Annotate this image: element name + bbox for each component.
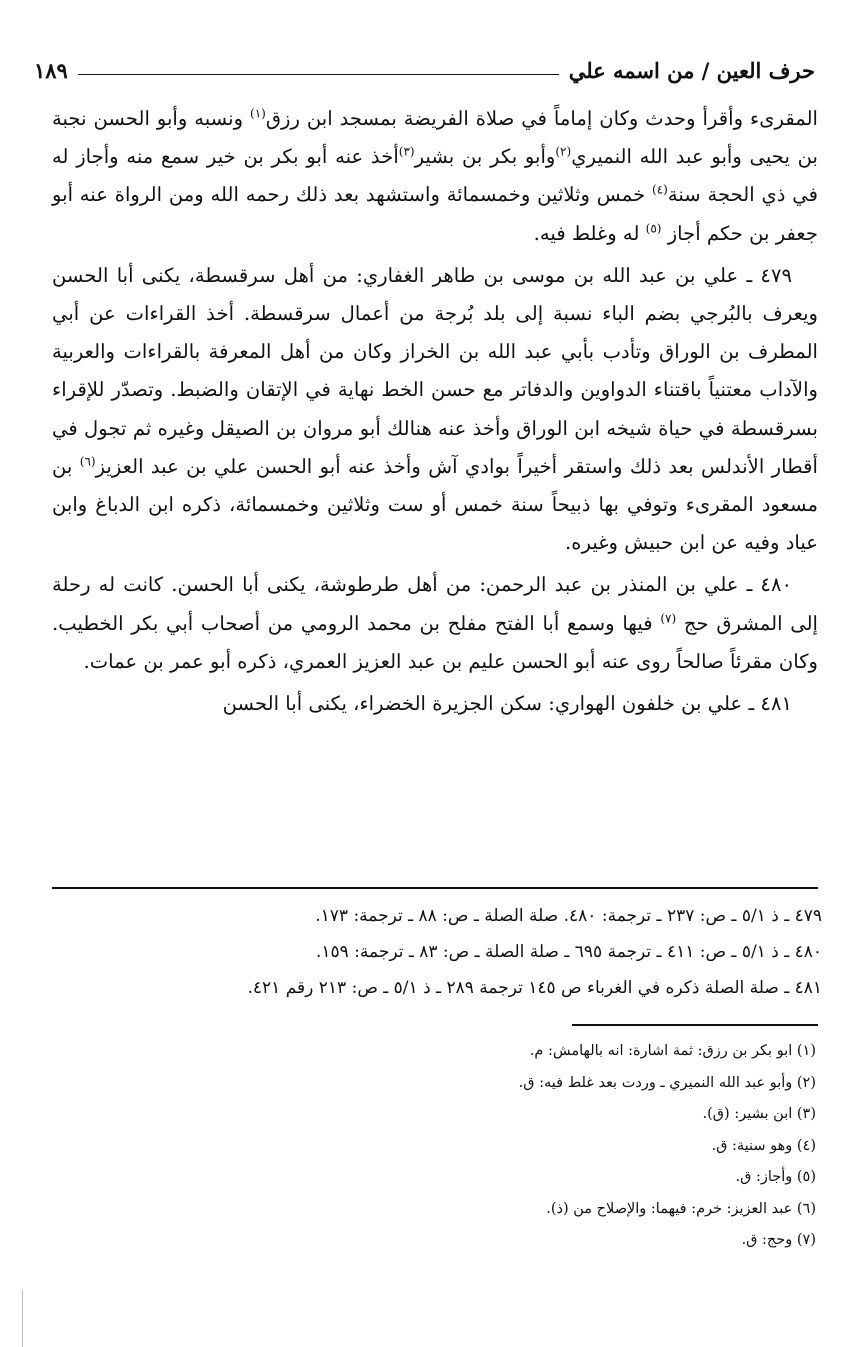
text-run: ٤٨٠ ـ علي بن المنذر بن عبد الرحمن: من أهل طرطوشة، يكنى أبا الحسن. كانت له رحلة إلى المشرق حج: [52, 573, 818, 635]
text-run: له وغلط فيه.: [533, 221, 646, 245]
footnote-ref: (٧): [660, 611, 677, 626]
footnote-2: (٢) وأبو عبد الله النميري ـ وردت بعد غلط فيه: ق.: [518, 1074, 816, 1091]
footnotes: [300, 1036, 816, 1257]
text-run: فيها وسمع أبا الفتح مفلح بن محمد الرومي من أصحاب أبي بكر الخطيب. وكان مقرئاً صالحاً روى عنه أبو الحسن عليم بن عبد العزيز العمري، ذكره أبو عمر بن عمات.: [52, 611, 818, 673]
text-run: خمس وثلاثين وخمسمائة واستشهد بعد ذلك رحمه الله ومن الرواة عنه أبو جعفر بن حكم أجاز: [52, 183, 818, 245]
scan-margin-line: [22, 1290, 23, 1347]
source-ref-481: ٤٨١ ـ صلة الصلة ذكره في الغرباء ص ١٤٥ ترجمة ٢٨٩ ـ ذ ٥/١ ـ ص: ٢١٣ رقم ٤٢١.: [247, 978, 822, 998]
footnote-5: (٥) وأجاز: ق.: [735, 1169, 816, 1185]
source-ref-480: ٤٨٠ ـ ذ ٥/١ ـ ص: ٤١١ ـ ترجمة ٦٩٥ ـ صلة الصلة ـ ص: ٨٣ ـ ترجمة: ١٥٩.: [315, 942, 822, 962]
footnote-ref: (٢): [555, 144, 572, 159]
running-title: حرف العين / من اسمه علي: [568, 57, 815, 83]
footnote-4: (٤) وهو سنية: ق.: [711, 1137, 816, 1154]
source-references: [110, 898, 822, 1006]
text-run: ونسبه وأبو الحسن نجبة بن يحيى وأبو عبد الله النميري: [52, 107, 818, 169]
text-run: بن مسعود المقرىء وتوفي بها ذبيحاً سنة خمس أو ست وثلاثين وخمسمائة، ذكره ابن الدباغ وابن عياد وفيه عن ابن حبيش وغيره.: [52, 454, 818, 555]
text-run: المقرىء وأقرأ وحدث وكان إماماً في صلاة الفريضة بمسجد ابن رزق: [265, 107, 818, 130]
biography-entry: [52, 566, 818, 681]
continuation-paragraph: [52, 100, 818, 253]
footnote-3: (٣) ابن بشير: (ق).: [702, 1106, 816, 1122]
footnotes-divider: [572, 1024, 818, 1026]
text-run: أخذ عنه أبو بكر بن خير سمع منه وأجاز له في ذي الحجة سنة: [52, 145, 818, 207]
biography-entry: [52, 257, 818, 563]
text-run: وأبو بكر بن بشير: [414, 145, 556, 169]
biography-entry: [52, 685, 818, 723]
page-header: [34, 52, 815, 88]
footnote-7: (٧) وحج: ق.: [741, 1232, 816, 1248]
main-text: [52, 100, 818, 727]
footnote-6: (٦) عبد العزيز: خرم: فيهما: والإصلاح من (ذ).: [546, 1200, 816, 1217]
footnote-1: (١) ابو بكر بن رزق: ثمة اشارة: انه بالهامش: م.: [529, 1043, 816, 1059]
sources-divider: [52, 887, 818, 889]
footnote-ref: (٣): [398, 144, 415, 159]
footnote-ref: (١): [250, 106, 266, 121]
text-run: ٤٨١ ـ علي بن خلفون الهواري: سكن الجزيرة الخضراء، يكنى أبا الحسن: [222, 692, 792, 716]
text-run: ٤٧٩ ـ علي بن عبد الله بن موسى بن طاهر الغفاري: من أهل سرقسطة، يكنى أبا الحسن ويعرف بالبُرجي بضم الباء نسبة إلى بلد بُرجة من أعمال سرقسطة. أخذ القراءات عن أبي المطرف بن الوراق وتأدب بأبي عبد الله بن الخراز وكان من أهل المعرفة بالقراءات والعربية والآداب معتنياً باقتناء الدواوين والدفاتر مع حسن الخط نهاية في الإتقان والضبط. وتصدّر للإقراء بسرقسطة في حياة شيخه ابن الوراق وأخذ عنه هنالك أبو مروان بن الصيقل وغيره ثم تجول في أقطار الأندلس بعد ذلك واستقر أخيراً بوادي آش وأخذ عنه أبو الحسن علي بن عبد العزيز: [52, 263, 818, 478]
header-rule: [78, 74, 559, 75]
footnote-ref: (٥): [645, 221, 662, 236]
source-ref-479: ٤٧٩ ـ ذ ٥/١ ـ ص: ٢٣٧ ـ ترجمة: ٤٨٠. صلة الصلة ـ ص: ٨٨ ـ ترجمة: ١٧٣.: [315, 906, 822, 926]
footnote-ref: (٤): [652, 182, 668, 197]
footnote-ref: (٦): [79, 454, 96, 469]
page-number: ١٨٩: [34, 57, 68, 83]
